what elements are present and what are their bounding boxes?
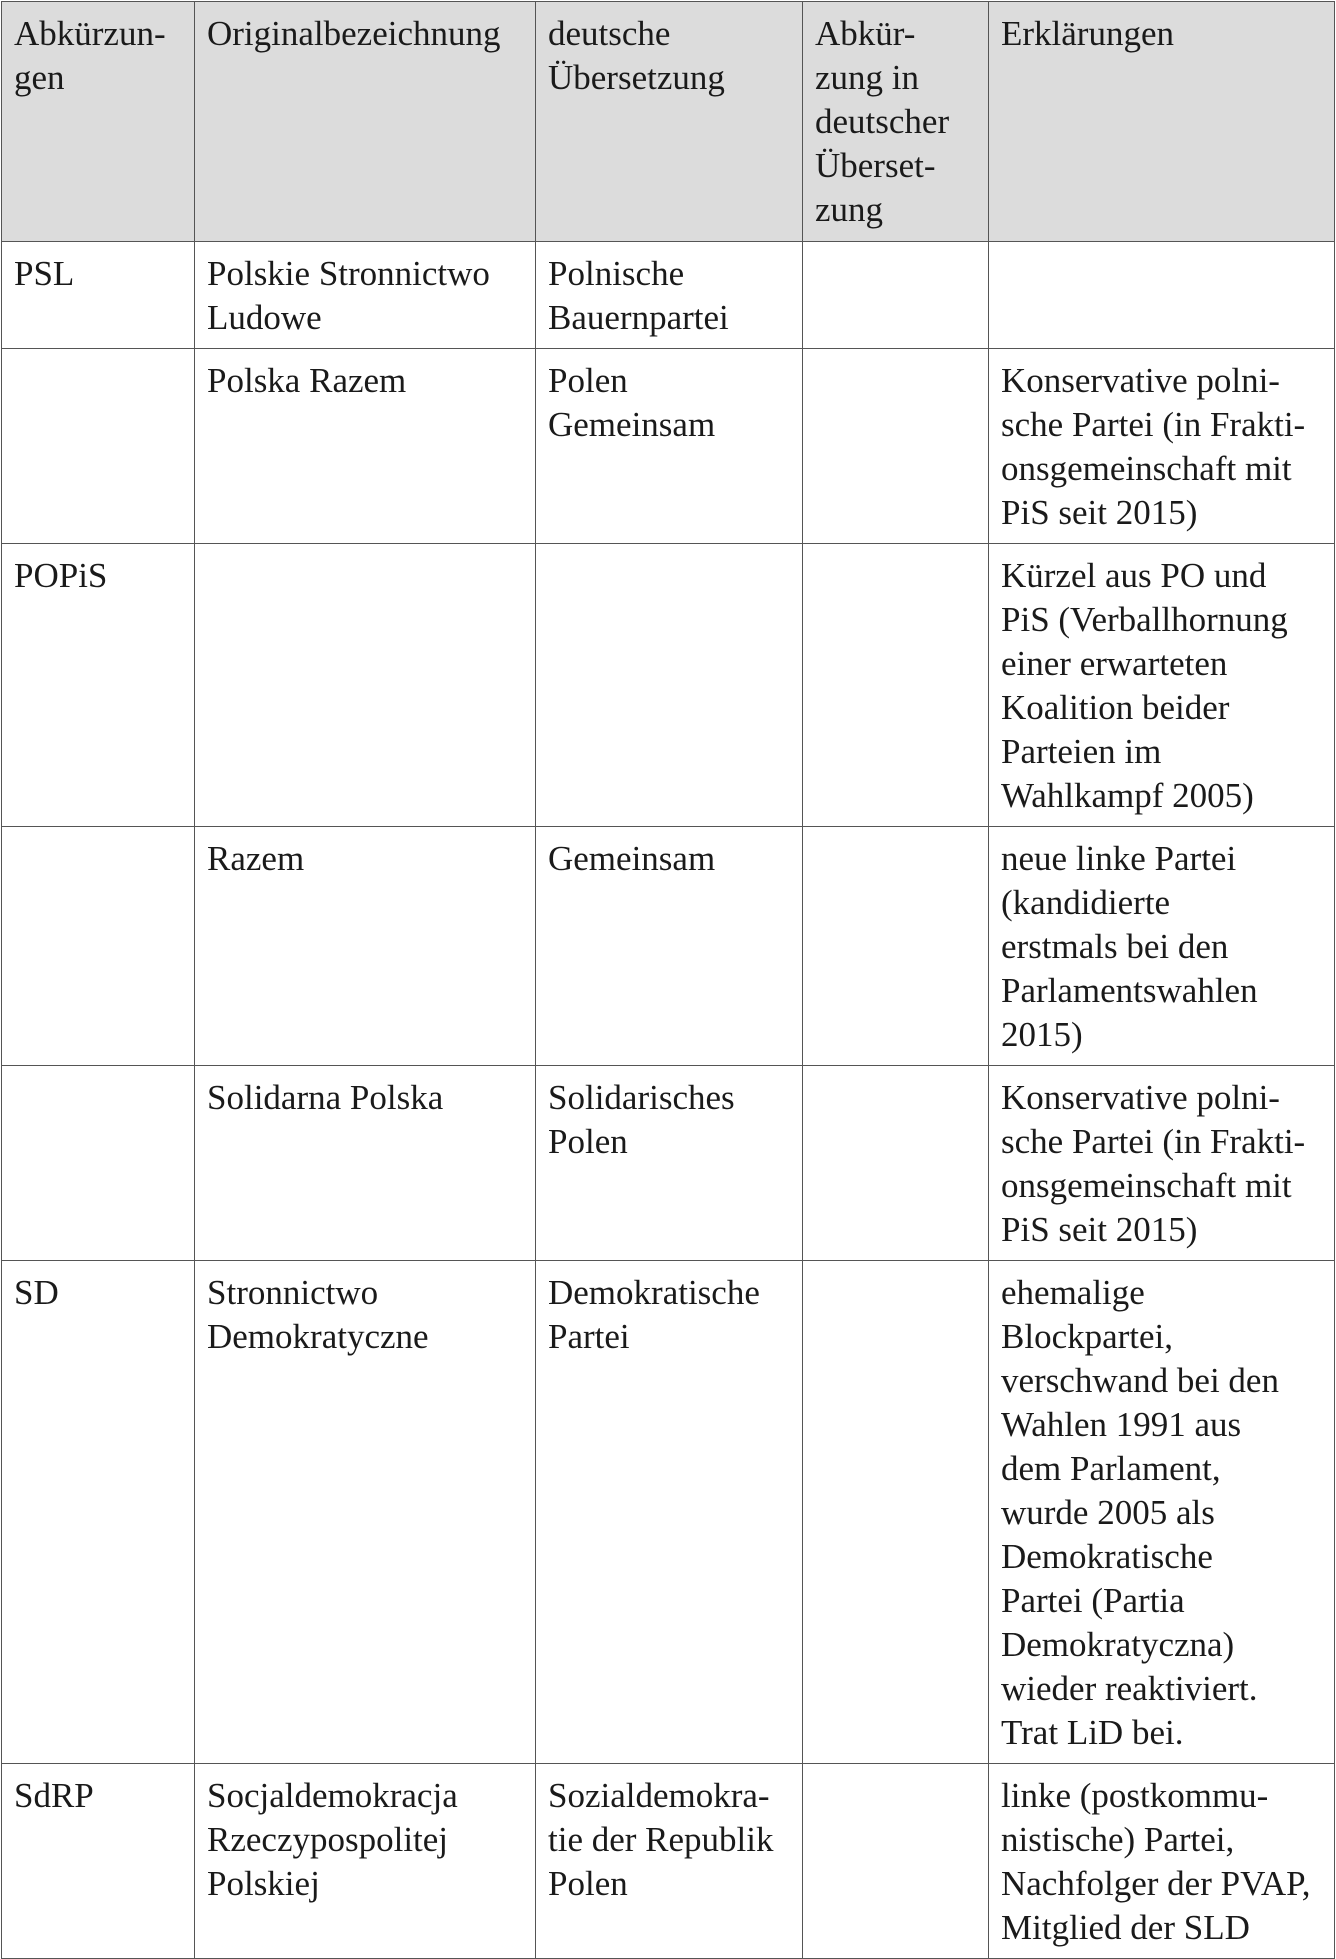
cell-german-translation: Solidarisches Polen [536, 1066, 803, 1261]
abbreviation-table [1, 1, 1335, 1959]
cell-german-translation: Sozialdemokra- tie der Republik Polen [536, 1764, 803, 1959]
cell-original-name: Stronnictwo Demokratyczne [195, 1261, 536, 1764]
table-row [2, 349, 1335, 544]
table-row [2, 1261, 1335, 1764]
header-deutsche-uebersetzung: deutsche Übersetzung [536, 2, 803, 242]
cell-explanation: Kürzel aus PO und PiS (Verballhornung einer erwarteten Koalition beider Parteien im Wahlkampf 2005) [989, 544, 1335, 827]
cell-abbreviation: POPiS [2, 544, 195, 827]
table-row [2, 1764, 1335, 1959]
cell-german-abbreviation [803, 544, 989, 827]
cell-original-name [195, 544, 536, 827]
cell-german-abbreviation [803, 1764, 989, 1959]
table-header-row [2, 2, 1335, 242]
cell-explanation: neue linke Partei (kandidierte erstmals bei den Parlamentswahlen 2015) [989, 827, 1335, 1066]
header-abkuerzungen: Abkürzun- gen [2, 2, 195, 242]
cell-german-abbreviation [803, 1261, 989, 1764]
cell-explanation: Konservative polni- sche Partei (in Frakti- onsgemeinschaft mit PiS seit 2015) [989, 1066, 1335, 1261]
cell-abbreviation [2, 1066, 195, 1261]
cell-original-name: Razem [195, 827, 536, 1066]
cell-original-name: Socjaldemokracja Rzeczypospolitej Polskiej [195, 1764, 536, 1959]
cell-explanation [989, 242, 1335, 349]
cell-original-name: Solidarna Polska [195, 1066, 536, 1261]
cell-german-translation: Polnische Bauernpartei [536, 242, 803, 349]
cell-abbreviation: SdRP [2, 1764, 195, 1959]
cell-german-abbreviation [803, 349, 989, 544]
cell-german-abbreviation [803, 827, 989, 1066]
cell-german-abbreviation [803, 1066, 989, 1261]
cell-explanation: linke (postkommu- nistische) Partei, Nachfolger der PVAP, Mitglied der SLD [989, 1764, 1335, 1959]
cell-german-translation: Demokratische Partei [536, 1261, 803, 1764]
cell-german-translation: Polen Gemeinsam [536, 349, 803, 544]
header-erklaerungen: Erklärungen [989, 2, 1335, 242]
table-row [2, 544, 1335, 827]
table-row [2, 1066, 1335, 1261]
cell-german-translation [536, 544, 803, 827]
cell-abbreviation [2, 827, 195, 1066]
cell-explanation: Konservative polni- sche Partei (in Frakti- onsgemeinschaft mit PiS seit 2015) [989, 349, 1335, 544]
cell-abbreviation [2, 349, 195, 544]
cell-explanation: ehemalige Blockpartei, verschwand bei den Wahlen 1991 aus dem Parlament, wurde 2005 als Demokratische Partei (Partia Demokratyczna) wieder reaktiviert. Trat LiD bei. [989, 1261, 1335, 1764]
table-row [2, 242, 1335, 349]
cell-german-abbreviation [803, 242, 989, 349]
cell-original-name: Polska Razem [195, 349, 536, 544]
header-abkuerzung-deutsch: Abkür- zung in deutscher Überset- zung [803, 2, 989, 242]
cell-abbreviation: SD [2, 1261, 195, 1764]
header-originalbezeichnung: Originalbezeichnung [195, 2, 536, 242]
cell-abbreviation: PSL [2, 242, 195, 349]
table-row [2, 827, 1335, 1066]
cell-original-name: Polskie Stronnictwo Ludowe [195, 242, 536, 349]
cell-german-translation: Gemeinsam [536, 827, 803, 1066]
